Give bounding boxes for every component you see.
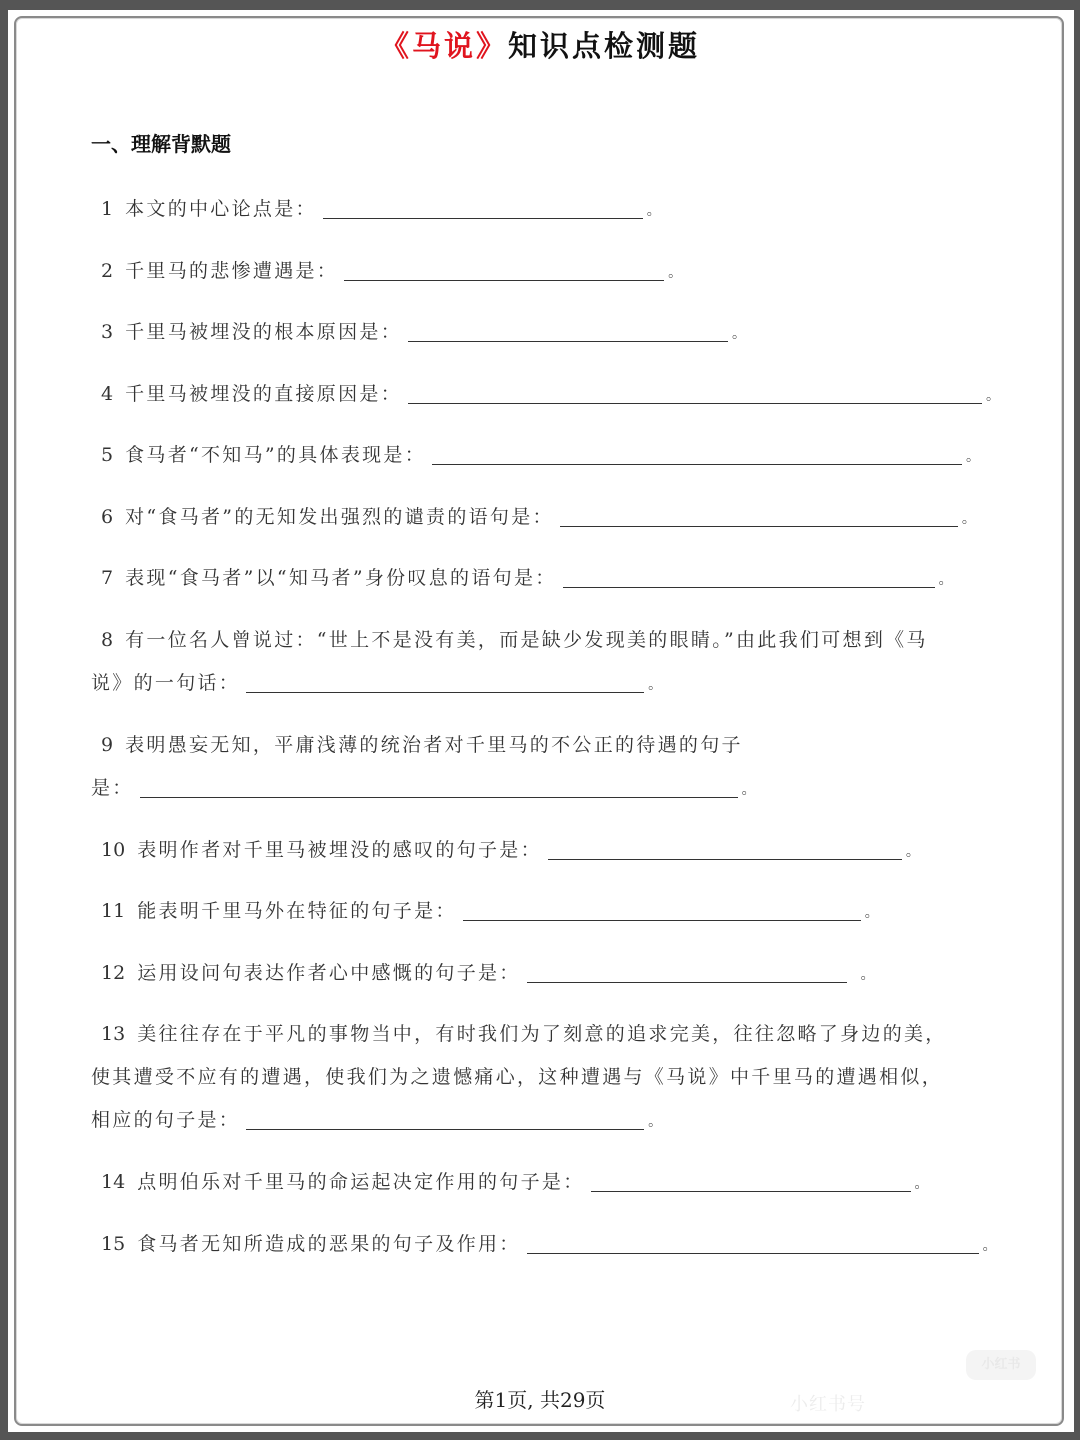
answer-blank[interactable] bbox=[463, 894, 861, 921]
section-heading: 一、理解背默题 bbox=[91, 132, 231, 156]
answer-blank[interactable] bbox=[408, 377, 982, 404]
question-7: 7 表现“食马者”以“知马者”身份叹息的语句是： 。 bbox=[91, 557, 1001, 602]
question-12: 12 运用设问句表达作者心中感慨的句子是： 。 bbox=[91, 952, 1001, 997]
question-15: 15 食马者无知所造成的恶果的句子及作用： 。 bbox=[91, 1223, 1001, 1268]
question-10: 10 表明作者对千里马被埋没的感叹的句子是： 。 bbox=[91, 829, 1001, 874]
question-11: 11 能表明千里马外在特征的句子是： 。 bbox=[91, 890, 1001, 935]
question-14: 14 点明伯乐对千里马的命运起决定作用的句子是： 。 bbox=[91, 1161, 1001, 1206]
answer-blank[interactable] bbox=[323, 192, 643, 219]
question-5: 5 食马者“不知马”的具体表现是： 。 bbox=[91, 434, 1001, 479]
answer-blank[interactable] bbox=[563, 561, 935, 588]
page-title bbox=[0, 24, 1080, 65]
watermark-text: 小红书号 bbox=[790, 1394, 866, 1415]
title-subtitle: 知识点检测题 bbox=[508, 29, 701, 63]
answer-blank[interactable] bbox=[548, 833, 902, 860]
answer-blank[interactable] bbox=[246, 666, 644, 693]
answer-blank[interactable] bbox=[527, 1227, 979, 1254]
watermark-logo: 小红书 bbox=[966, 1350, 1036, 1380]
answer-blank[interactable] bbox=[527, 956, 847, 983]
question-2: 2 千里马的悲惨遭遇是： 。 bbox=[91, 250, 1001, 295]
question-6: 6 对“食马者”的无知发出强烈的谴责的语句是： 。 bbox=[91, 496, 1001, 541]
answer-blank[interactable] bbox=[140, 771, 738, 798]
answer-blank[interactable] bbox=[560, 500, 958, 527]
answer-blank[interactable] bbox=[344, 254, 664, 281]
page-number: 第1页, 共29页 bbox=[474, 1388, 606, 1412]
title-book-name: 《马说》 bbox=[379, 29, 508, 63]
answer-blank[interactable] bbox=[408, 315, 728, 342]
question-3: 3 千里马被埋没的根本原因是： 。 bbox=[91, 311, 1001, 356]
question-4: 4 千里马被埋没的直接原因是： 。 bbox=[91, 373, 1001, 418]
answer-blank[interactable] bbox=[591, 1165, 911, 1192]
question-9: 9 表明愚妄无知，平庸浅薄的统治者对千里马的不公正的待遇的句子 是： 。 bbox=[91, 734, 756, 799]
answer-blank[interactable] bbox=[246, 1103, 644, 1130]
question-1: 1 本文的中心论点是： 。 bbox=[91, 188, 1001, 233]
question-13: 13 美往往存在于平凡的事物当中，有时我们为了刻意的追求完美，往往忽略了身边的美， 使其遭受不应有的遭遇，使我们为之遗憾痛心，这种遭遇与《马说》中千里马的遭遇相似， 相应的句子是： 。 bbox=[91, 1023, 947, 1131]
question-8: 8 有一位名人曾说过：“世上不是没有美，而是缺少发现美的眼睛。”由此我们可想到《马 说》的一句话： 。 bbox=[91, 629, 928, 694]
answer-blank[interactable] bbox=[432, 438, 962, 465]
